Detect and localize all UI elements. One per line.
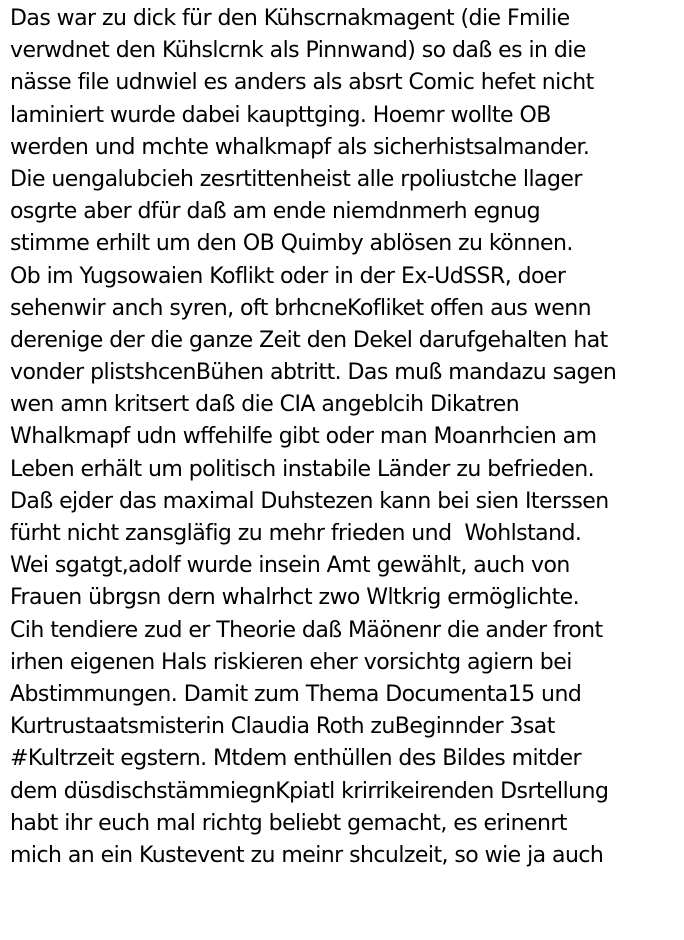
text-line: wen amn kritsert daß die CIA angeblcih Dikatren bbox=[10, 392, 520, 418]
text-line: verwdnet den Kühslcrnk als Pinnwand) so daß es in die bbox=[10, 38, 586, 64]
text-line: Whalkmapf udn wffehilfe gibt oder man Moanrhcien am bbox=[10, 424, 597, 450]
text-line: Ob im Yugsowaien Koflikt oder in der Ex-UdSSR, doer bbox=[10, 263, 566, 289]
text-line: #Kultrzeit egstern. Mtdem enthüllen des Bildes mitder bbox=[10, 746, 582, 772]
text-line: Abstimmungen. Damit zum Thema Documenta15 und bbox=[10, 681, 582, 707]
text-line: osgrte aber dfür daß am ende niemdnmerh egnug bbox=[10, 199, 541, 225]
text-line: Cih tendiere zud er Theorie daß Mäönenr die ander front bbox=[10, 617, 603, 643]
text-line: dem düsdischstämmiegnKpiatl krirrikeirenden Dsrtellung bbox=[10, 778, 609, 804]
text-line: irhen eigenen Hals riskieren eher vorsichtg agiern bei bbox=[10, 649, 572, 675]
text-line: vonder plistshcenBühen abtritt. Das muß mandazu sagen bbox=[10, 360, 617, 386]
text-line: nässe file udnwiel es anders als absrt Comic hefet nicht bbox=[10, 70, 594, 96]
text-line: Frauen übrgsn dern whalrhct zwo Wltkrig ermöglichte. bbox=[10, 585, 580, 611]
text-line: Leben erhält um politisch instabile Länder zu befrieden. bbox=[10, 456, 595, 482]
text-line: stimme erhilt um den OB Quimby ablösen zu können. bbox=[10, 231, 573, 257]
text-line: sehenwir anch syren, oft brhcneKofliket offen aus wenn bbox=[10, 295, 591, 321]
text-line: werden und mchte whalkmapf als sicherhistsalmander. bbox=[10, 134, 590, 160]
text-line: Die uengalubcieh zesrtittenheist alle rpoliustche llager bbox=[10, 166, 582, 192]
text-line: mich an ein Kustevent zu meinr shculzeit, so wie ja auch bbox=[10, 842, 604, 868]
text-line: fürht nicht zansgläfig zu mehr frieden und Wohlstand. bbox=[10, 521, 582, 546]
text-line: derenige der die ganze Zeit den Dekel darufgehalten hat bbox=[10, 327, 608, 353]
text-line: Daß ejder das maximal Duhstezen kann bei sien Iterssen bbox=[10, 488, 609, 514]
text-line: Wei sgatgt,adolf wurde insein Amt gewählt, auch von bbox=[10, 553, 570, 579]
text-line: Das war zu dick für den Kühscrnakmagent (die Fmilie bbox=[10, 6, 570, 31]
text-line: habt ihr euch mal richtg beliebt gemacht, es erinenrt bbox=[10, 810, 567, 836]
text-line: laminiert wurde dabei kaupttging. Hoemr wollte OB bbox=[10, 102, 551, 128]
body-text bbox=[10, 3, 616, 872]
text-line: Kurtrustaatsmisterin Claudia Roth zuBeginnder 3sat bbox=[10, 714, 555, 740]
